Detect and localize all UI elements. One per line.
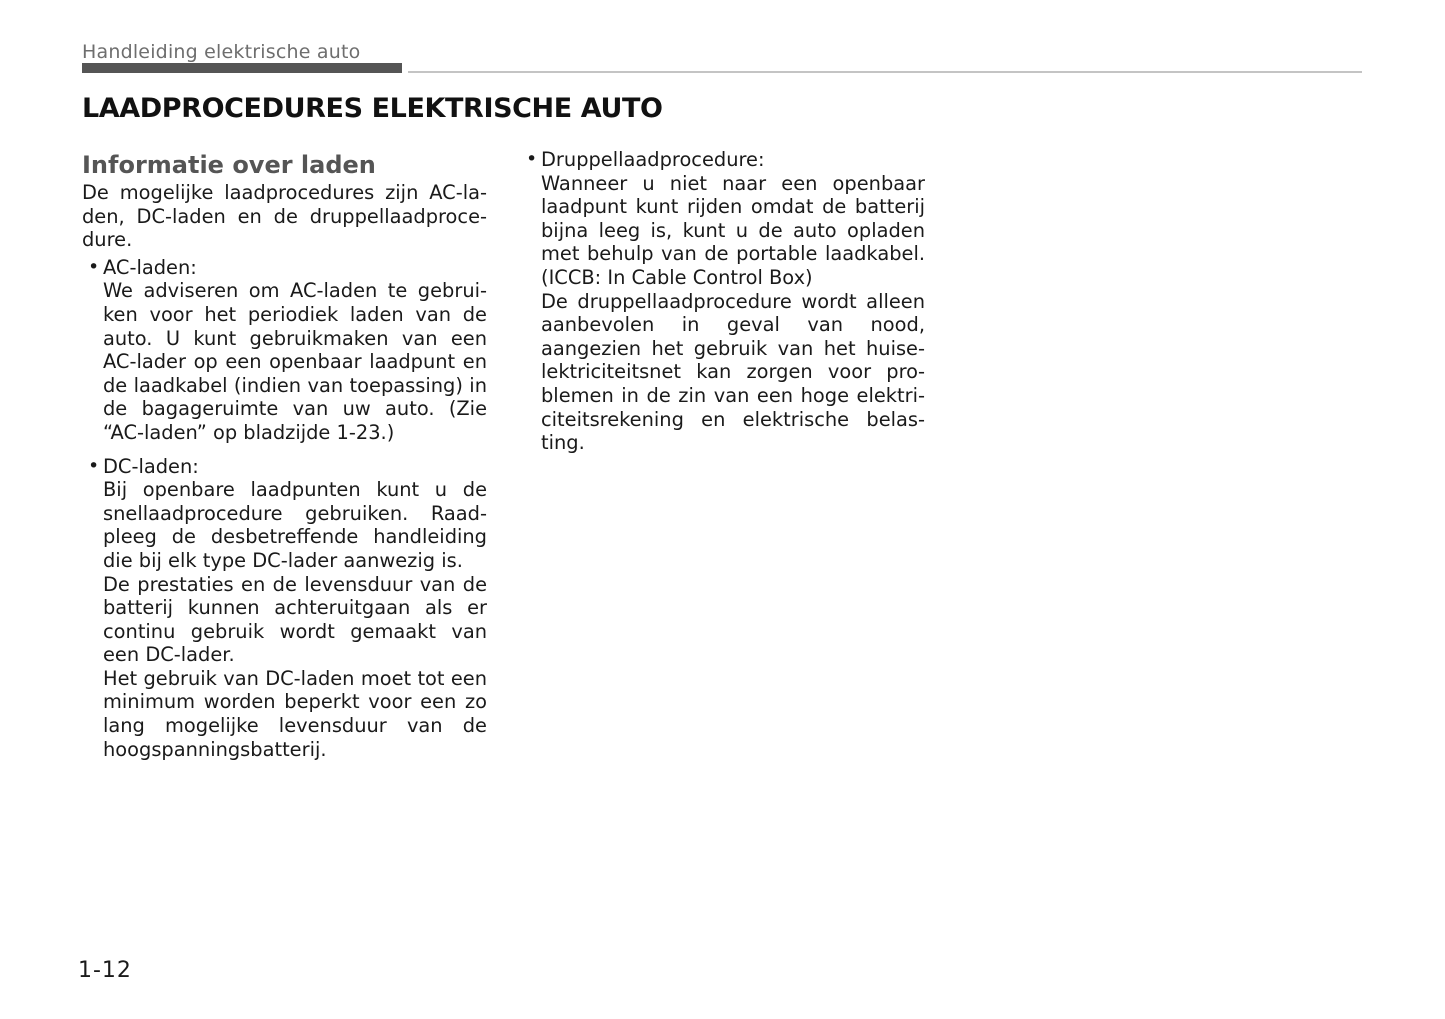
left-column [82, 150, 487, 761]
bullet-druppellaadprocedure [520, 148, 925, 455]
bullet-paragraph: Bij openbare laadpunten kunt u de snellaadprocedure gebruiken. Raadpleeg de desbetreffende handleiding die bij elk type DC-lader aanwezig is. [103, 478, 487, 572]
bullet-paragraph: We adviseren om AC-laden te gebruiken voor het periodiek laden van de auto. U kunt gebruikmaken van een AC-lader op een openbaar laadpunt en de laadkabel (indien van toepassing) in de bagageruimte van uw auto. (Zie “AC-laden” op bladzijde 1-23.) [103, 279, 487, 444]
bullet-title: Druppellaadprocedure: [541, 148, 765, 171]
running-header: Handleiding elektrische auto [82, 41, 361, 63]
bullet-paragraph: Wanneer u niet naar een openbaar laadpunt kunt rijden omdat de batterij bijna leeg is, kunt u de auto opladen met behulp van de portable laadkabel. (ICCB: In Cable Control Box) [541, 171, 925, 289]
bullet-title: AC-laden: [103, 255, 197, 279]
intro-paragraph: De mogelijke laadprocedures zijn AC-laden, DC-laden en de druppellaadprocedure. [82, 181, 487, 252]
bullet-marker: • [526, 148, 538, 170]
bullet-paragraph: De prestaties en de levensduur van de batterij kunnen achteruitgaan als er continu gebruik wordt gemaakt van een DC-lader. [103, 572, 487, 667]
bullet-marker: • [88, 255, 100, 278]
section-heading: Informatie over laden [82, 151, 376, 179]
bullet-marker: • [88, 454, 100, 477]
bullet-dc-laden [82, 455, 487, 762]
bullet-paragraph: Het gebruik van DC-laden moet tot een minimum worden beperkt voor een zo lang mogelijke levensduur van de hoogspanningsbatterij. [103, 666, 487, 761]
header-rule-dark [82, 63, 402, 73]
bullet-ac-laden [82, 256, 487, 445]
bullet-paragraph: De druppellaadprocedure wordt alleen aanbevolen in geval van nood, aangezien het gebruik van het huiselektriciteitsnet kan zorgen voor problemen in de zin van een hoge elektriciteitsrekening en elektrische belasting. [541, 289, 925, 455]
right-column [520, 148, 925, 455]
bullet-title: DC-laden: [103, 454, 199, 478]
page-number: 1-12 [78, 958, 132, 983]
chapter-title: LAADPROCEDURES ELEKTRISCHE AUTO [82, 93, 663, 124]
header-rule-light [408, 71, 1362, 73]
